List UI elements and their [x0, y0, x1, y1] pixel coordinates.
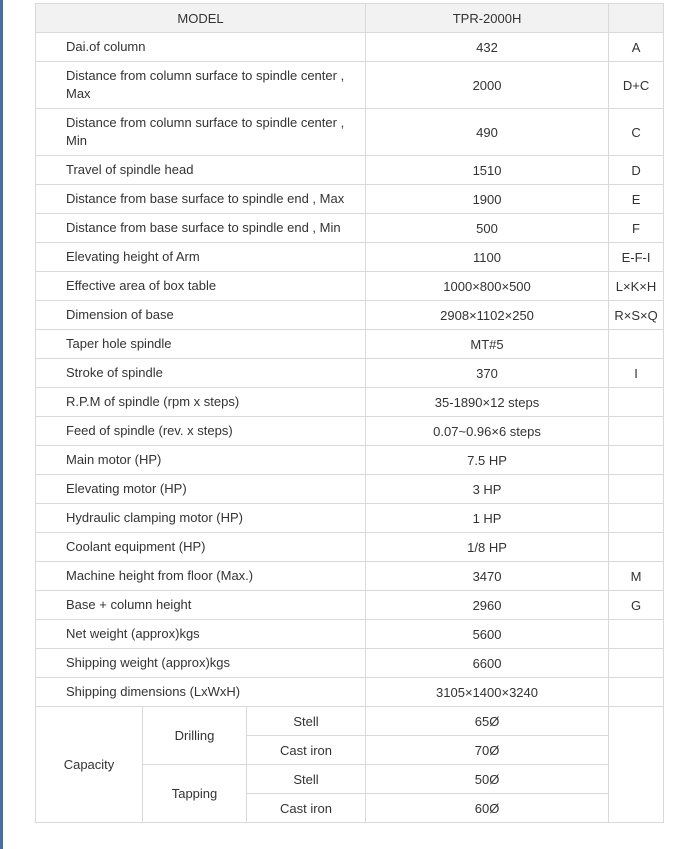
row-label: Machine height from floor (Max.)	[36, 562, 366, 591]
capacity-value: 65Ø	[366, 707, 609, 736]
row-value: 1/8 HP	[366, 533, 609, 562]
table-row	[36, 272, 664, 301]
spec-table	[35, 3, 664, 823]
table-row	[36, 330, 664, 359]
table-row	[36, 678, 664, 707]
row-value: 1900	[366, 185, 609, 214]
table-row	[36, 533, 664, 562]
capacity-material: Stell	[247, 765, 366, 794]
row-code	[609, 620, 664, 649]
row-value: 2908×1102×250	[366, 301, 609, 330]
row-code	[609, 330, 664, 359]
row-value: 3 HP	[366, 475, 609, 504]
capacity-value: 60Ø	[366, 794, 609, 823]
table-row	[36, 185, 664, 214]
row-code: D+C	[609, 62, 664, 109]
row-code: R×S×Q	[609, 301, 664, 330]
capacity-material: Cast iron	[247, 736, 366, 765]
table-row	[36, 388, 664, 417]
table-row	[36, 301, 664, 330]
row-label: Effective area of box table	[36, 272, 366, 301]
row-label: Coolant equipment (HP)	[36, 533, 366, 562]
table-row	[36, 33, 664, 62]
row-label: Travel of spindle head	[36, 156, 366, 185]
capacity-value: 50Ø	[366, 765, 609, 794]
row-label: Distance from base surface to spindle end , Min	[36, 214, 366, 243]
row-label: Elevating height of Arm	[36, 243, 366, 272]
row-label: Base + column height	[36, 591, 366, 620]
row-label: Stroke of spindle	[36, 359, 366, 388]
row-value: 35-1890×12 steps	[366, 388, 609, 417]
row-value: 1100	[366, 243, 609, 272]
row-value: 500	[366, 214, 609, 243]
capacity-row	[36, 707, 664, 736]
row-code: M	[609, 562, 664, 591]
row-value: 1000×800×500	[366, 272, 609, 301]
row-label: Main motor (HP)	[36, 446, 366, 475]
row-label: Hydraulic clamping motor (HP)	[36, 504, 366, 533]
row-label: Distance from column surface to spindle center , Min	[36, 109, 366, 156]
row-label: Elevating motor (HP)	[36, 475, 366, 504]
row-code	[609, 475, 664, 504]
row-code: I	[609, 359, 664, 388]
left-border	[0, 0, 3, 849]
table-row	[36, 446, 664, 475]
row-label: R.P.M of spindle (rpm x steps)	[36, 388, 366, 417]
table-row	[36, 243, 664, 272]
row-value: MT#5	[366, 330, 609, 359]
row-label: Distance from base surface to spindle end , Max	[36, 185, 366, 214]
table-row	[36, 359, 664, 388]
row-code: E-F-I	[609, 243, 664, 272]
row-value: 3105×1400×3240	[366, 678, 609, 707]
capacity-material: Cast iron	[247, 794, 366, 823]
row-code	[609, 649, 664, 678]
row-code	[609, 417, 664, 446]
table-row	[36, 649, 664, 678]
row-value: 432	[366, 33, 609, 62]
model-name-header: TPR-2000H	[366, 4, 609, 33]
row-label: Taper hole spindle	[36, 330, 366, 359]
table-row	[36, 504, 664, 533]
row-value: 490	[366, 109, 609, 156]
row-code: G	[609, 591, 664, 620]
row-value: 0.07~0.96×6 steps	[366, 417, 609, 446]
capacity-value: 70Ø	[366, 736, 609, 765]
row-label: Dai.of column	[36, 33, 366, 62]
row-value: 370	[366, 359, 609, 388]
row-label: Shipping weight (approx)kgs	[36, 649, 366, 678]
table-row	[36, 214, 664, 243]
row-code	[609, 388, 664, 417]
capacity-code-cell	[609, 707, 664, 823]
row-code	[609, 446, 664, 475]
row-code: A	[609, 33, 664, 62]
table-row	[36, 156, 664, 185]
row-value: 5600	[366, 620, 609, 649]
row-code: F	[609, 214, 664, 243]
row-code	[609, 678, 664, 707]
row-code: L×K×H	[609, 272, 664, 301]
row-value: 3470	[366, 562, 609, 591]
code-header	[609, 4, 664, 33]
table-row	[36, 591, 664, 620]
table-row	[36, 109, 664, 156]
table-row	[36, 562, 664, 591]
row-code: D	[609, 156, 664, 185]
row-code	[609, 504, 664, 533]
table-row	[36, 620, 664, 649]
row-label: Feed of spindle (rev. x steps)	[36, 417, 366, 446]
row-label: Shipping dimensions (LxWxH)	[36, 678, 366, 707]
table-row	[36, 417, 664, 446]
capacity-label: Capacity	[36, 707, 143, 823]
row-value: 1 HP	[366, 504, 609, 533]
row-value: 1510	[366, 156, 609, 185]
model-header: MODEL	[36, 4, 366, 33]
row-label: Net weight (approx)kgs	[36, 620, 366, 649]
table-row	[36, 62, 664, 109]
row-code	[609, 533, 664, 562]
table-row	[36, 475, 664, 504]
row-value: 2000	[366, 62, 609, 109]
capacity-group-tapping: Tapping	[143, 765, 247, 823]
row-label: Distance from column surface to spindle center , Max	[36, 62, 366, 109]
row-value: 2960	[366, 591, 609, 620]
row-value: 6600	[366, 649, 609, 678]
capacity-group-drilling: Drilling	[143, 707, 247, 765]
header-row	[36, 4, 664, 33]
row-value: 7.5 HP	[366, 446, 609, 475]
row-code: E	[609, 185, 664, 214]
row-label: Dimension of base	[36, 301, 366, 330]
row-code: C	[609, 109, 664, 156]
capacity-material: Stell	[247, 707, 366, 736]
